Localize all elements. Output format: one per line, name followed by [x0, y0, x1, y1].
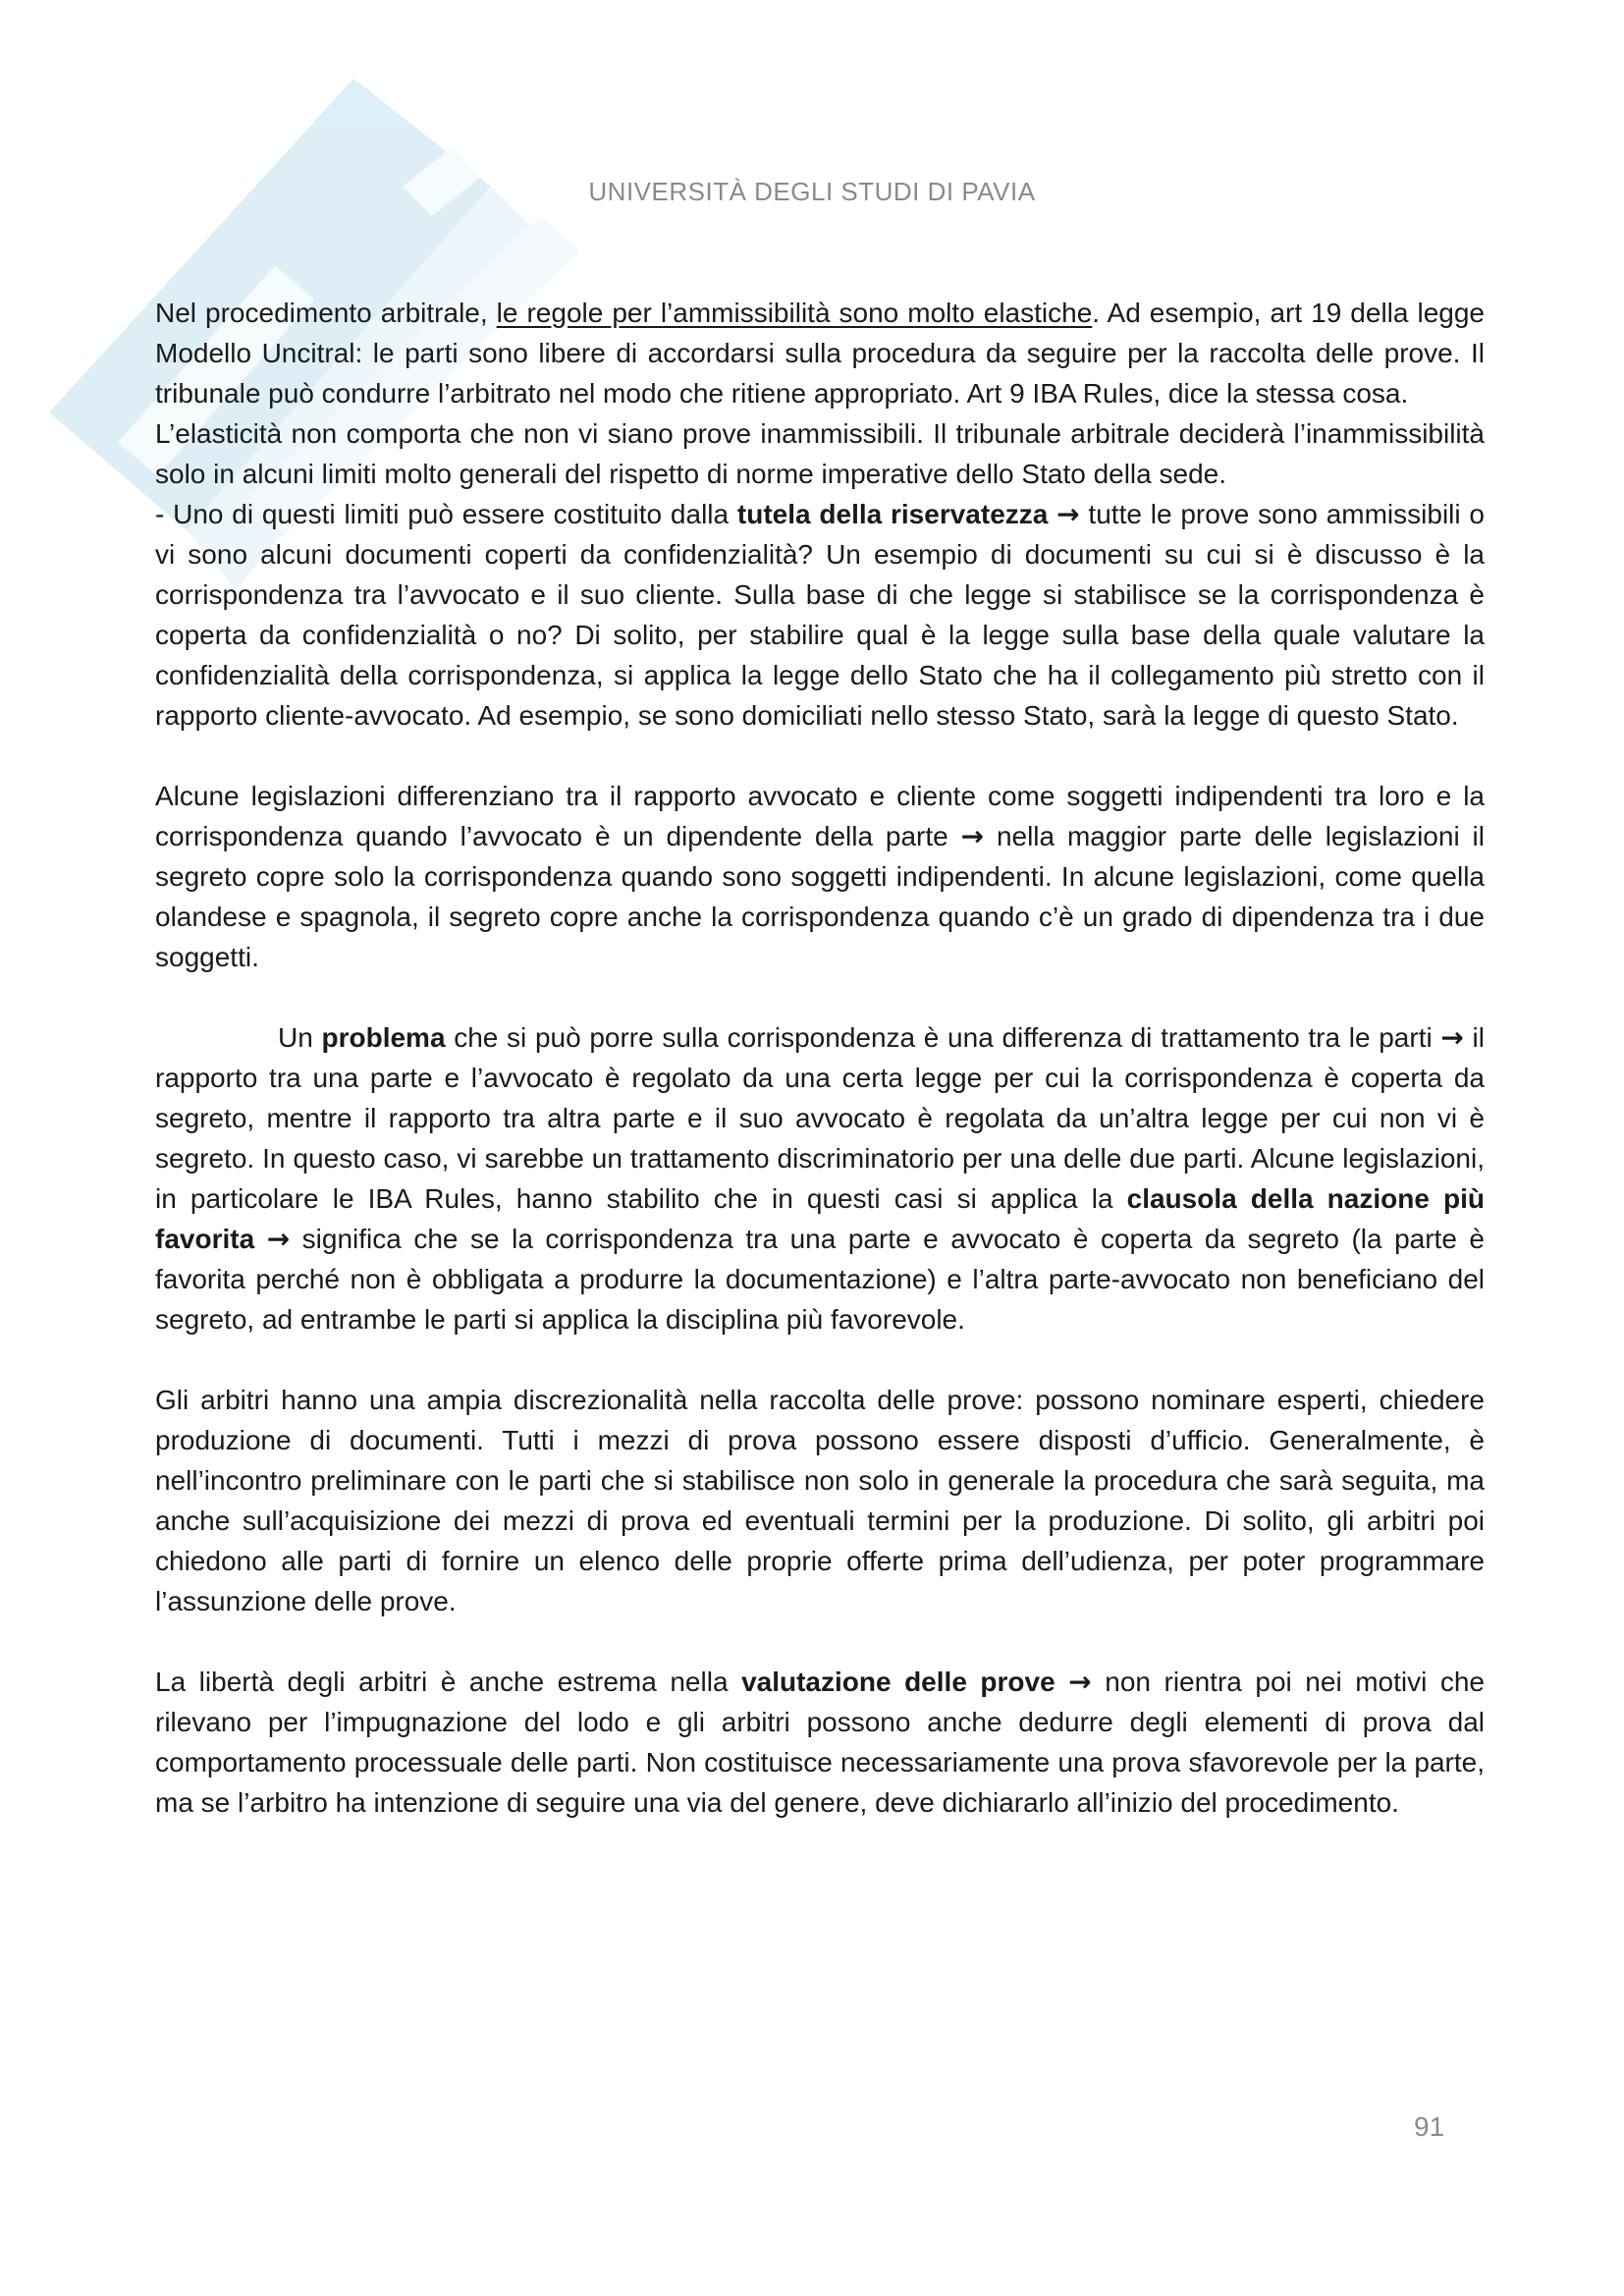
paragraph-3: - Uno di questi limiti può essere costituito dalla tutela della riservatezza → tutte le prove sono ammissibili o vi sono alcuni documenti coperti da confidenzialità? Un esempio di documenti su cui si è discusso è la corrispondenza tra l’avvocato e il suo cliente. Sulla base di che legge si stabilisce se la corrispondenza è coperta da confidenzialità o no? Di solito, per stabilire qual è la legge sulla base della quale valutare la confidenzialità della corrispondenza, si applica la legge dello Stato che ha il collegamento più stretto con il rapporto cliente-avvocato. Ad esempio, se sono domiciliati nello stesso Stato, sarà la legge di questo Stato.	[155, 498, 1485, 731]
page-number: 91	[1414, 2111, 1445, 2142]
paragraph-6: Gli arbitri hanno una ampia discrezionalità nella raccolta delle prove: possono nominare esperti, chiedere produzione di documenti. Tutti i mezzi di prova possono essere disposti d’ufficio. Generalmente, è nell’incontro preliminare con le parti che si stabilisce non solo in generale la procedura che sarà seguita, ma anche sull’acquisizione dei mezzi di prova ed eventuali termini per la produzione. Di solito, gli arbitri poi chiedono alle parti di fornire un elenco delle proprie offerte prima dell’udienza, per poter programmare l’assunzione delle prove.	[155, 1385, 1485, 1616]
document-body	[155, 293, 1485, 1823]
paragraph-4: Alcune legislazioni differenziano tra il rapporto avvocato e cliente come soggetti indipendenti tra loro e la corrispondenza quando l’avvocato è un dipendente della parte → nella maggior parte delle legislazioni il segreto copre solo la corrispondenza quando sono soggetti indipendenti. In alcune legislazioni, come quella olandese e spagnola, il segreto copre anche la corrispondenza quando c’è un grado di dipendenza tra i due soggetti.	[155, 781, 1485, 972]
paragraph-1: Nel procedimento arbitrale, le regole per l’ammissibilità sono molto elastiche. Ad esempio, art 19 della legge Modello Uncitral: le parti sono libere di accordarsi sulla procedura da seguire per la raccolta delle prove. Il tribunale può condurre l’arbitrato nel modo che ritiene appropriato. Art 9 IBA Rules, dice la stessa cosa.	[155, 298, 1485, 409]
bold-term: problema	[321, 1022, 446, 1053]
underlined-phrase: le regole per l’ammissibilità sono molto elastiche	[496, 298, 1093, 328]
arrow-right-icon: →	[1440, 1021, 1464, 1054]
bold-term: valutazione delle prove	[741, 1667, 1056, 1697]
arrow-right-icon: →	[266, 1223, 291, 1255]
bold-term: tutela della riservatezza	[736, 499, 1049, 529]
bold-term: clausola della nazione più favorita	[155, 1183, 1485, 1254]
page-header: UNIVERSITÀ DEGLI STUDI DI PAVIA	[588, 177, 1036, 206]
paragraph-5: Un problema che si può porre sulla corrispondenza è una differenza di trattamento tra le parti → il rapporto tra una parte e l’avvocato è regolato da una certa legge per cui la corrispondenza è coperta da segreto, mentre il rapporto tra altra parte e il suo avvocato è regolata da un’altra legge per cui non vi è segreto. In questo caso, vi sarebbe un trattamento discriminatorio per una delle due parti. Alcune legislazioni, in particolare le IBA Rules, hanno stabilito che in questi casi si applica la clausola della nazione più favorita → significa che se la corrispondenza tra una parte e avvocato è coperta da segreto (la parte è favorita perché non è obbligata a produrre la documentazione) e l’altra parte-avvocato non beneficiano del segreto, ad entrambe le parti si applica la disciplina più favorevole.	[155, 1021, 1486, 1335]
arrow-right-icon: →	[1068, 1666, 1092, 1698]
arrow-right-icon: →	[1056, 498, 1080, 530]
paragraph-7: La libertà degli arbitri è anche estrema nella valutazione delle prove → non rientra poi nei motivi che rilevano per l’impugnazione del lodo e gli arbitri possono anche dedurre degli elementi di prova dal comportamento processuale delle parti. Non costituisce necessariamente una prova sfavorevole per la parte, ma se l’arbitro ha intenzione di seguire una via del genere, deve dichiararlo all’inizio del procedimento.	[155, 1666, 1486, 1818]
arrow-right-icon: →	[960, 820, 985, 852]
paragraph-2: L’elasticità non comporta che non vi siano prove inammissibili. Il tribunale arbitrale deciderà l’inammissibilità solo in alcuni limiti molto generali del rispetto di norme imperative dello Stato della sede.	[155, 418, 1485, 489]
